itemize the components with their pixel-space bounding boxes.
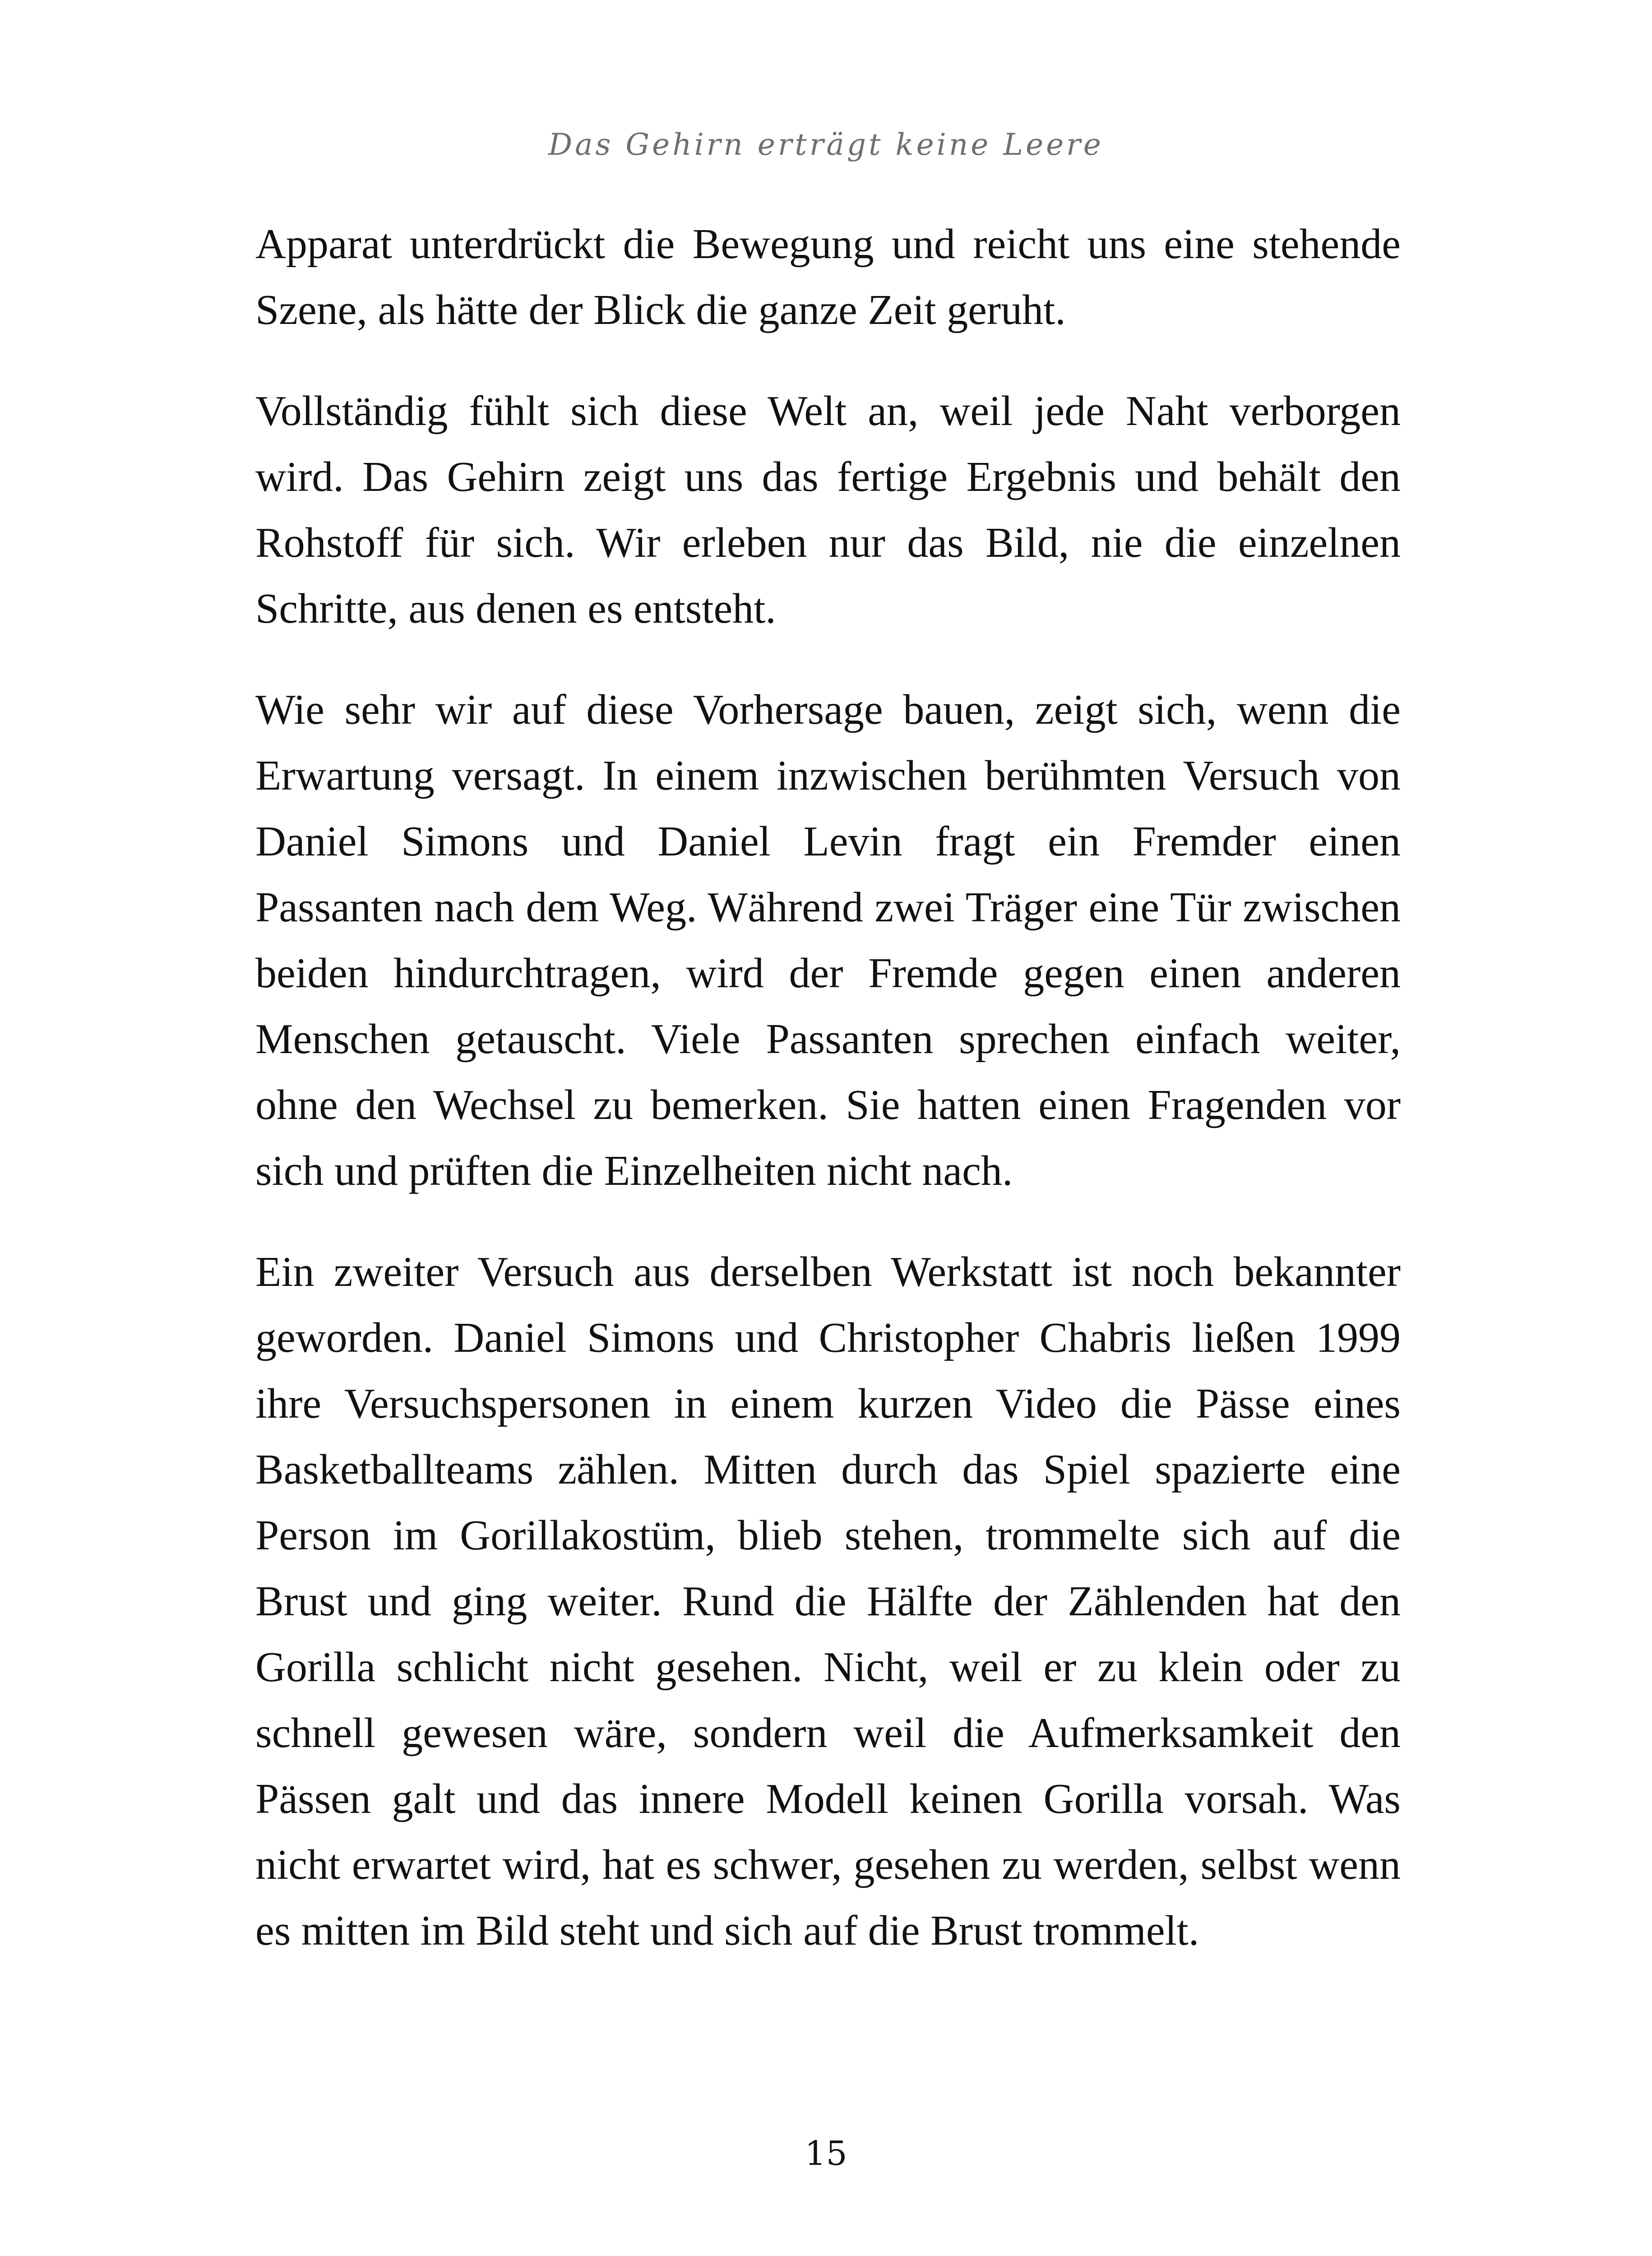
paragraph: Ein zweiter Versuch aus derselben Werkstatt ist noch bekannter geworden. Daniel Simons und Christopher Chabris ließen 1999 ihre Versuchspersonen in einem kurzen Video die Pässe eines Basketballteams zählen. Mitten durch das Spiel spazierte eine Person im Gorillakostüm, blieb stehen, trommelte sich auf die Brust und ging weiter. Rund die Hälfte der Zählenden hat den Gorilla schlicht nicht gesehen. Nicht, weil er zu klein oder zu schnell gewesen wäre, sondern weil die Aufmerksamkeit den Pässen galt und das innere Modell keinen Gorilla vorsah. Was nicht erwartet wird, hat es schwer, gesehen zu werden, selbst wenn es mitten im Bild steht und sich auf die Brust trommelt. xyxy=(255,1248,1401,1954)
body-text xyxy=(255,211,1401,1999)
page-number: 15 xyxy=(805,2134,847,2173)
running-header: Das Gehirn erträgt keine Leere xyxy=(548,127,1104,162)
paragraph: Vollständig fühlt sich diese Welt an, weil jede Naht verborgen wird. Das Gehirn zeigt uns das fertige Ergebnis und behält den Rohstoff für sich. Wir erleben nur das Bild, nie die einzelnen Schritte, aus denen es entsteht. xyxy=(255,388,1401,632)
paragraph: Wie sehr wir auf diese Vorhersage bauen, zeigt sich, wenn die Erwartung versagt. In einem inzwischen berühmten Versuch von Daniel Simons und Daniel Levin fragt ein Fremder einen Passanten nach dem Weg. Während zwei Träger eine Tür zwischen beiden hindurchtragen, wird der Fremde gegen einen anderen Menschen getauscht. Viele Passanten sprechen einfach weiter, ohne den Wechsel zu bemerken. Sie hatten einen Fragenden vor sich und prüften die Einzelheiten nicht nach. xyxy=(255,686,1401,1194)
paragraph: Apparat unterdrückt die Bewegung und reicht uns eine stehende Szene, als hätte der Blick die ganze Zeit geruht. xyxy=(255,221,1401,333)
